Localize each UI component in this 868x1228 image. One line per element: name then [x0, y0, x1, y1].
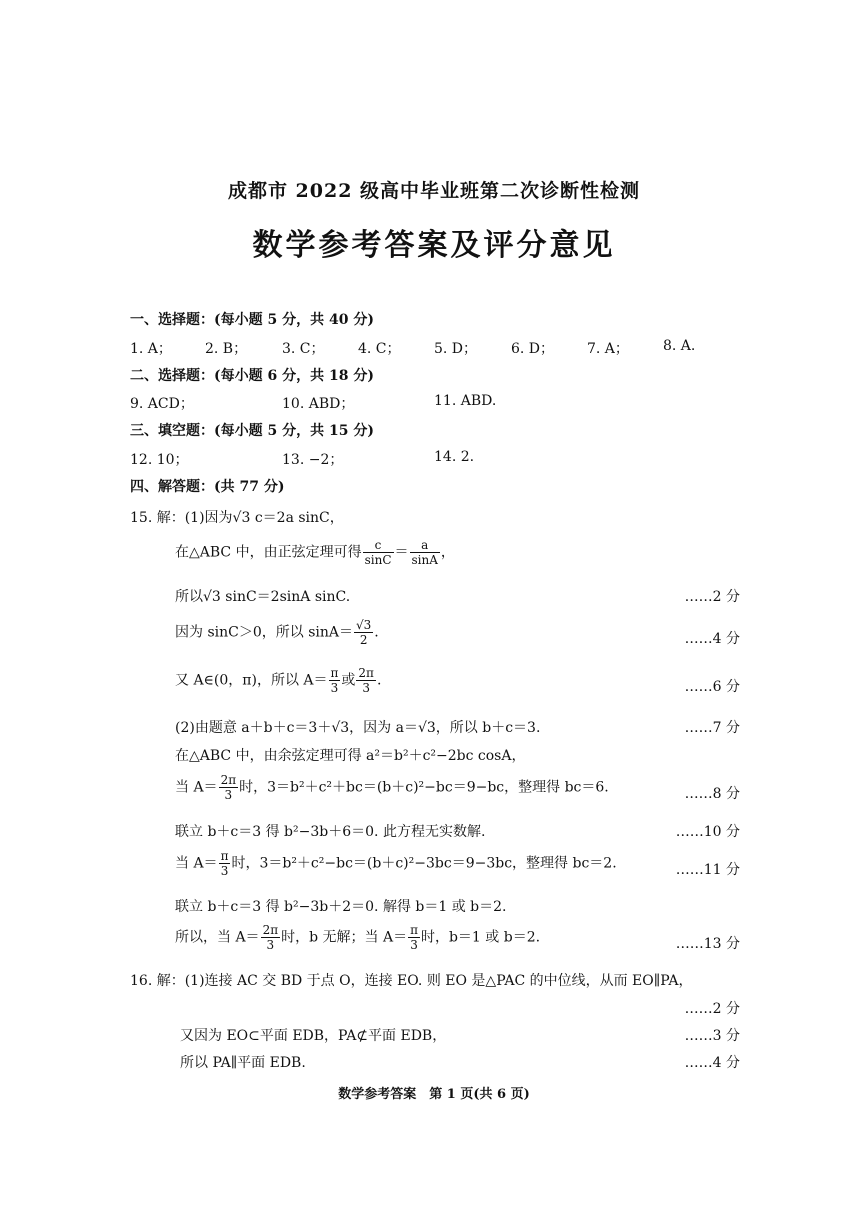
- answer-2: 2. B；: [205, 341, 248, 357]
- q15-line-1: 15. 解：(1)因为√3 c＝2a sinC，: [130, 510, 344, 526]
- fraction: $\frac{2\pi}{3}$: [262, 923, 279, 952]
- answer-13: 13. −2；: [282, 452, 344, 468]
- answer-3: 3. C；: [282, 341, 325, 357]
- document-subtitle: 数学参考答案及评分意见: [252, 228, 616, 263]
- page-footer: 数学参考答案 第 1 页(共 6 页): [338, 1087, 530, 1102]
- fraction: $\frac{c}{\sin C}$: [364, 538, 392, 567]
- q15-line-11: 联立 b＋c＝3 得 b²−3b＋2＝0. 解得 b＝1 或 b＝2.: [175, 899, 507, 915]
- score-mark: ……2 分: [684, 1001, 740, 1017]
- q15-line-3: 所以√3 sinC＝2sinA sinC.: [175, 589, 351, 605]
- q15-line-2: 在△ABC 中，由正弦定理可得 $\frac{c}{\sin C}$ ＝ $\frac{a}{\sin A}$ ，: [175, 538, 455, 567]
- q16-line-1: 16. 解：(1)连接 AC 交 BD 于点 O，连接 EO. 则 EO 是△PAC 的中位线，从而 EO∥PA，: [130, 973, 693, 989]
- fraction: $\frac{2\pi}{3}$: [220, 773, 237, 802]
- q15-line-7: 在△ABC 中，由余弦定理可得 a²＝b²＋c²−2bc cosA，: [175, 748, 526, 764]
- fraction: $\frac{2\pi}{3}$: [358, 666, 374, 695]
- q15-line-9: 联立 b＋c＝3 得 b²−3b＋6＝0. 此方程无实数解.: [175, 824, 486, 840]
- score-mark: ……13 分: [675, 936, 740, 952]
- fraction: $\frac{a}{\sin A}$: [411, 538, 438, 567]
- q15-line-10: 当 A＝ $\frac{\pi}{3}$ 时，3＝b²＋c²−bc＝(b＋c)²−3bc＝9−3bc，整理得 bc＝2.: [175, 849, 617, 878]
- q15-line-8: 当 A＝ $\frac{2\pi}{3}$ 时，3＝b²＋c²＋bc＝(b＋c)²−bc＝9−bc，整理得 bc＝6.: [175, 773, 609, 802]
- answer-12: 12. 10；: [130, 452, 189, 468]
- answer-6: 6. D；: [511, 341, 555, 357]
- q15-line-5: 又 A∈(0，π)，所以 A＝ $\frac{\pi}{3}$ 或 $\frac{2\pi}{3}$ .: [175, 666, 382, 695]
- answer-11: 11. ABD.: [434, 393, 497, 409]
- score-mark: ……6 分: [684, 679, 740, 695]
- section3-heading: 三、填空题：(每小题 5 分，共 15 分): [130, 423, 374, 439]
- section1-heading: 一、选择题：(每小题 5 分，共 40 分): [130, 312, 374, 328]
- q15-line-12: 所以，当 A＝ $\frac{2\pi}{3}$ 时，b 无解；当 A＝ $\frac{\pi}{3}$ 时，b＝1 或 b＝2.: [175, 923, 541, 952]
- answer-7: 7. A；: [587, 341, 629, 357]
- fraction: $\frac{\pi}{3}$: [410, 923, 418, 952]
- score-mark: ……4 分: [684, 1055, 740, 1071]
- fraction: $\frac{\pi}{3}$: [220, 849, 229, 878]
- answer-5: 5. D；: [434, 341, 478, 357]
- fraction: $\frac{√3}{2}$: [356, 618, 372, 647]
- answer-8: 8. A.: [663, 338, 696, 354]
- score-mark: ……10 分: [675, 824, 740, 840]
- fraction: $\frac{\pi}{3}$: [330, 666, 339, 695]
- score-mark: ……2 分: [684, 589, 740, 605]
- q16-line-3: 所以 PA∥平面 EDB.: [180, 1055, 306, 1071]
- q15-line-6: (2)由题意 a＋b＋c＝3＋√3，因为 a＝√3，所以 b＋c＝3.: [175, 720, 541, 736]
- q16-line-2: 又因为 EO⊂平面 EDB，PA⊄平面 EDB，: [180, 1028, 447, 1044]
- section2-heading: 二、选择题：(每小题 6 分，共 18 分): [130, 368, 374, 384]
- score-mark: ……4 分: [684, 631, 740, 647]
- section4-heading: 四、解答题：(共 77 分): [130, 479, 285, 495]
- answer-4: 4. C；: [358, 341, 401, 357]
- answer-10: 10. ABD；: [282, 396, 355, 412]
- answer-9: 9. ACD；: [130, 396, 194, 412]
- answer-14: 14. 2.: [434, 449, 475, 465]
- score-mark: ……3 分: [684, 1028, 740, 1044]
- score-mark: ……7 分: [684, 720, 740, 736]
- score-mark: ……8 分: [684, 786, 740, 802]
- answer-1: 1. A；: [130, 341, 172, 357]
- q15-line-4: 因为 sinC＞0，所以 sinA＝ $\frac{√3}{2}$ .: [175, 618, 379, 647]
- score-mark: ……11 分: [675, 862, 740, 878]
- document-title: 成都市 2022 级高中毕业班第二次诊断性检测: [227, 180, 641, 202]
